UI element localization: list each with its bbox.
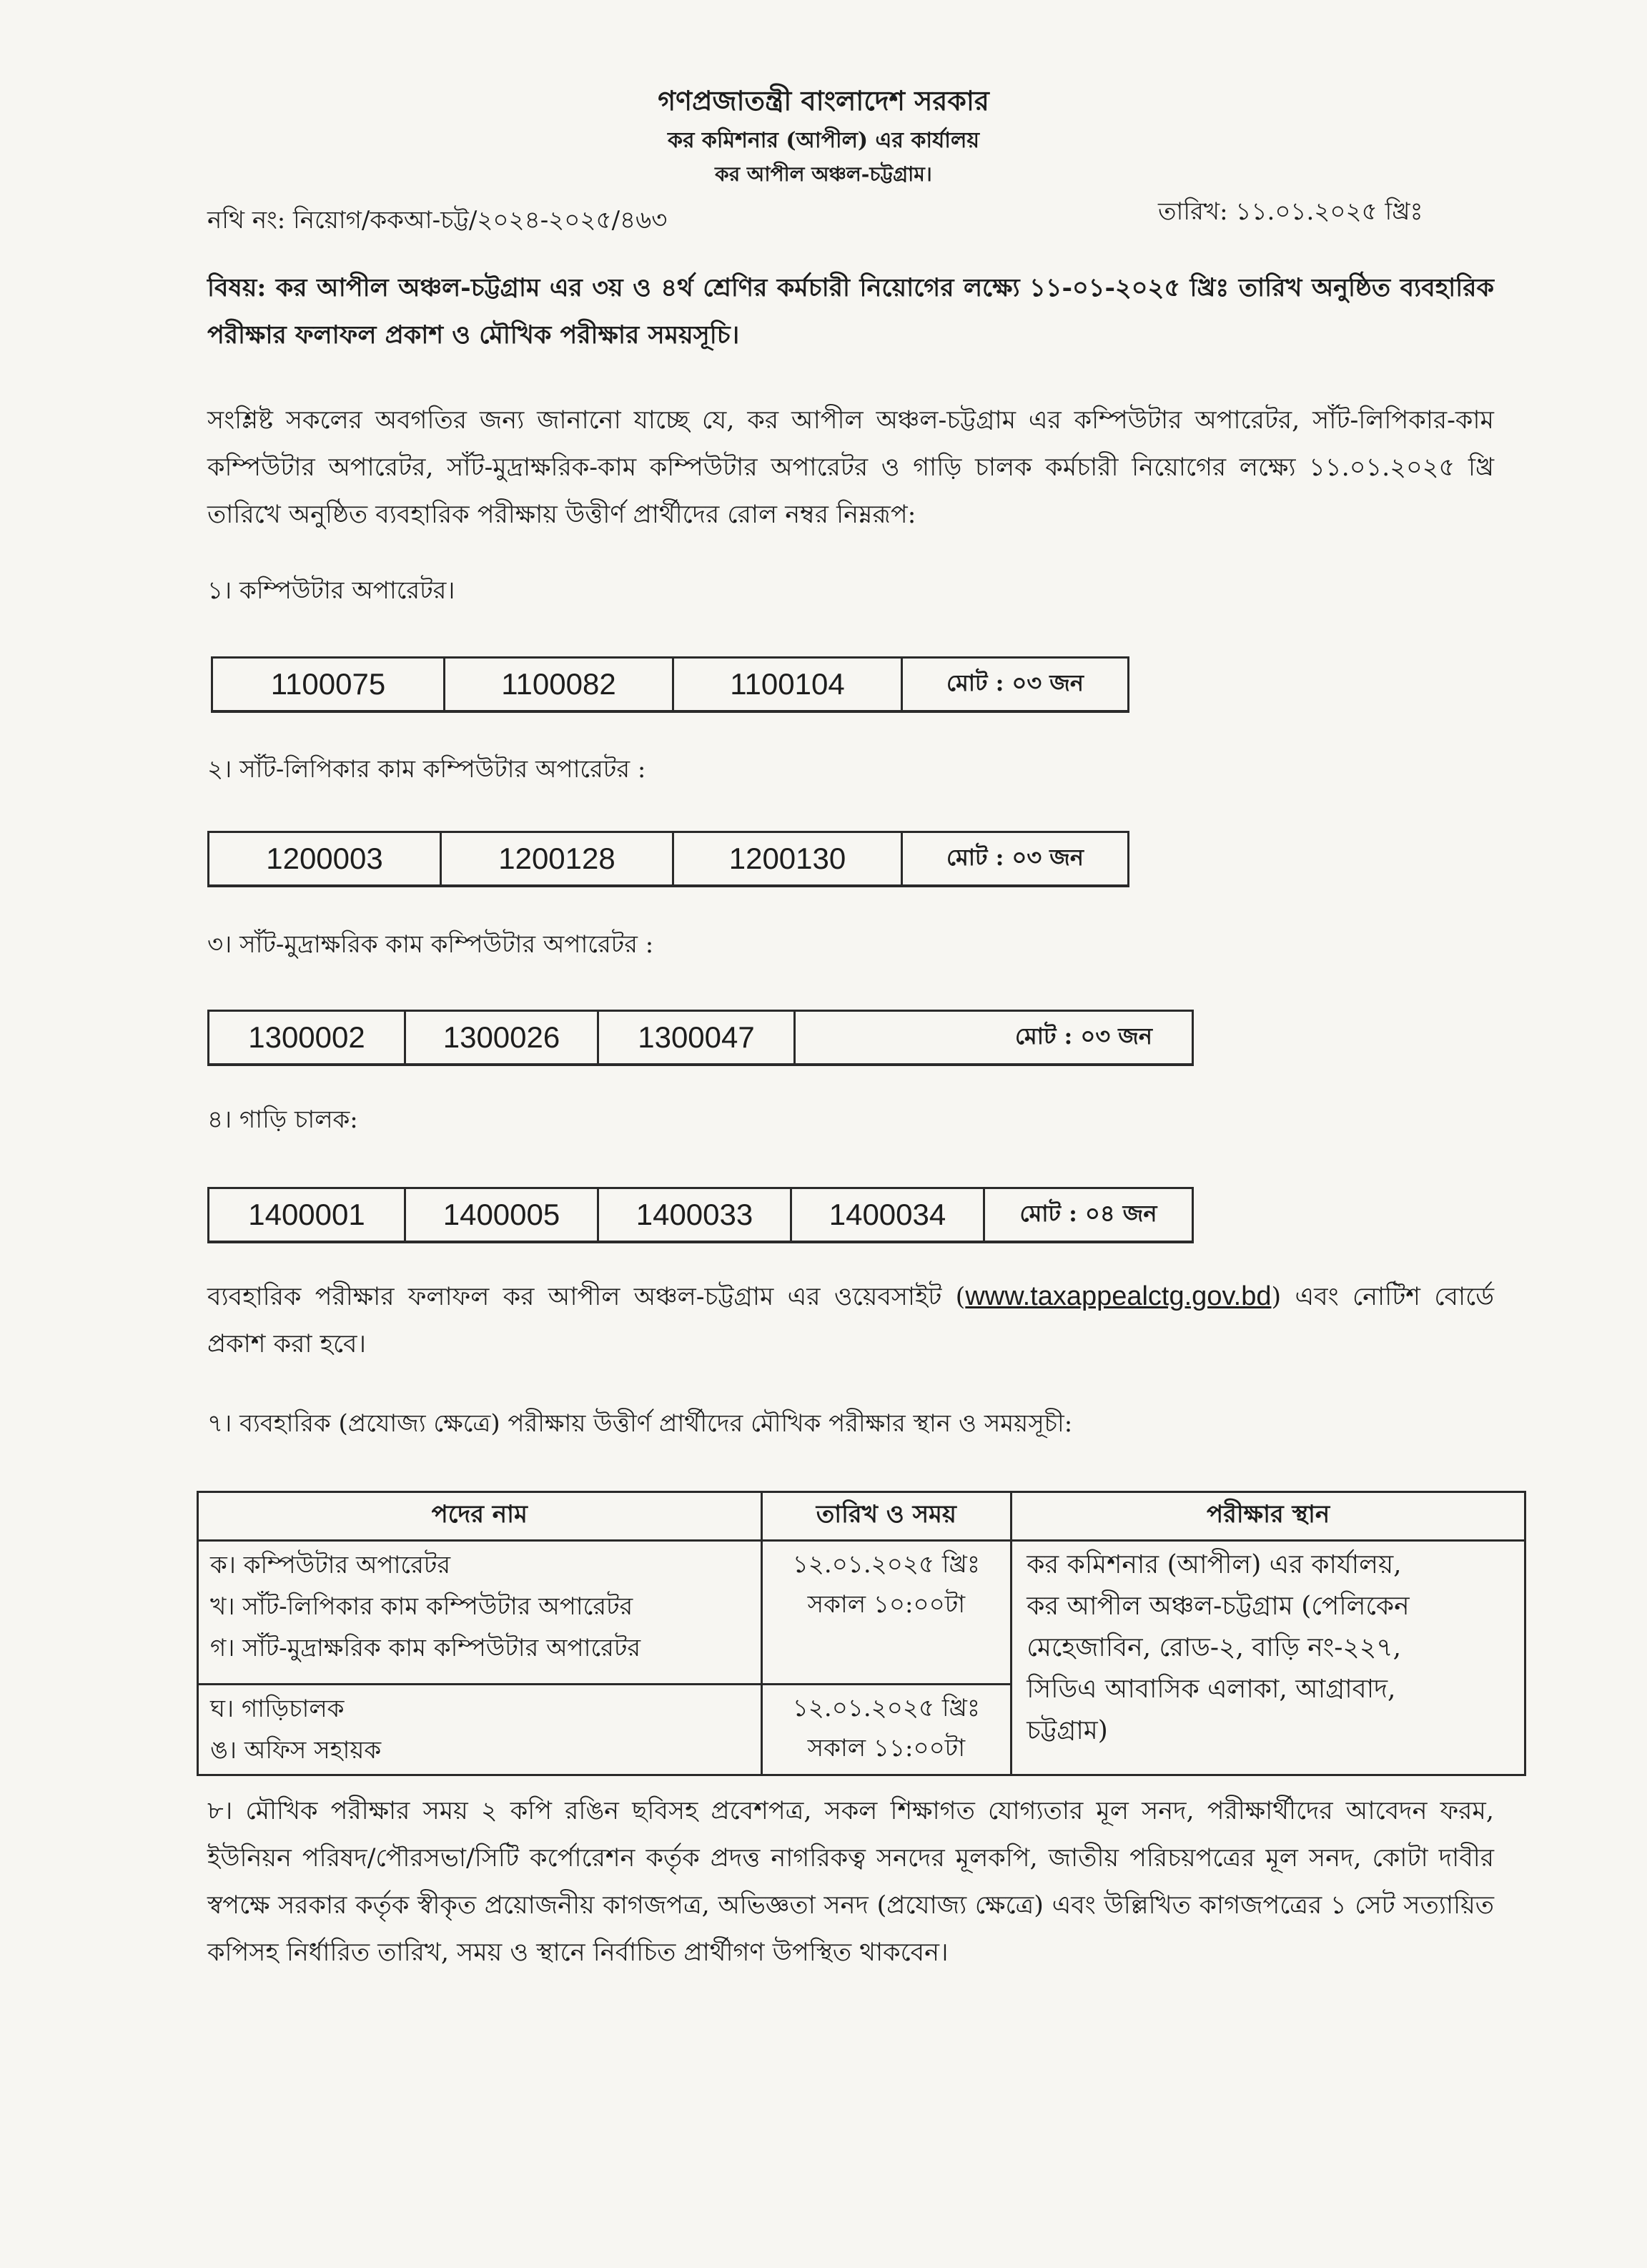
roll-number: 1100082 <box>443 659 672 710</box>
exam-date: ১২.০১.২০২৫ খ্রিঃ <box>792 1550 981 1579</box>
roll-table-computer-operator <box>211 656 1129 713</box>
venue-line: কর আপীল অঞ্চল-চট্টগ্রাম (পেলিকেন <box>1027 1592 1410 1621</box>
column-header-venue: পরীক্ষার স্থান <box>1012 1492 1525 1541</box>
roll-number: 1300002 <box>207 1012 404 1063</box>
venue-line: মেহেজাবিন, রোড-২, বাড়ি নং-২২৭, <box>1027 1633 1402 1662</box>
section-title-steno-typist: ২। সাঁট-লিপিকার কাম কম্পিউটার অপারেটর : <box>207 755 646 784</box>
exam-time: সকাল ১১:০০টা <box>807 1734 966 1762</box>
roll-number: 1400034 <box>790 1189 983 1241</box>
exam-date: ১২.০১.২০২৫ খ্রিঃ <box>792 1694 981 1722</box>
table-header-row <box>198 1492 1525 1541</box>
table-row <box>198 1541 1525 1685</box>
notice-text-after: ) এবং নোটিশ বোর্ডে প্রকাশ করা হবে। <box>207 1283 1494 1359</box>
roll-number: 1400033 <box>597 1189 790 1241</box>
datetime-cell <box>761 1541 1012 1685</box>
viva-schedule-table <box>197 1491 1526 1776</box>
column-header-post: পদের নাম <box>198 1492 762 1541</box>
roll-number: 1300047 <box>597 1012 793 1063</box>
total-count: মোট : ০৩ জন <box>901 659 1129 710</box>
schedule-title: ৭। ব্যবহারিক (প্রযোজ্য ক্ষেত্রে) পরীক্ষায় উত্তীর্ণ প্রার্থীদের মৌখিক পরীক্ষার স্থান ও সময়সূচী: <box>207 1409 1073 1438</box>
posts-cell <box>198 1541 762 1685</box>
govt-header: গণপ্রজাতন্ত্রী বাংলাদেশ সরকার <box>658 84 989 117</box>
roll-number: 1200130 <box>672 833 901 884</box>
post-name: গ। সাঁট-মুদ্রাক্ষরিক কাম কম্পিউটার অপারেটর <box>210 1634 641 1662</box>
notice-text-before: ব্যবহারিক পরীক্ষার ফলাফল কর আপীল অঞ্চল-চট্টগ্রাম এর ওয়েবসাইট ( <box>207 1283 966 1311</box>
zone-name: কর আপীল অঞ্চল-চট্টগ্রাম। <box>715 162 932 186</box>
section-title-computer-operator: ১। কম্পিউটার অপারেটর। <box>207 576 455 605</box>
total-count: মোট : ০৩ জন <box>901 833 1129 884</box>
intro-paragraph: সংশ্লিষ্ট সকলের অবগতির জন্য জানানো যাচ্ছে যে, কর আপীল অঞ্চল-চট্টগ্রাম এর কম্পিউটার অপারেটর, সাঁট-লিপিকার-কাম কম্পিউটার অপারেটর, সাঁট-মুদ্রাক্ষরিক-কাম কম্পিউটার অপারেটর ও গাড়ি চালক কর্মচারী নিয়োগের লক্ষ্যে ১১.০১.২০২৫ খ্রি তারিখে অনুষ্ঠিত ব্যবহারিক পরীক্ষায় উত্তীর্ণ প্রার্থীদের রোল নম্বর নিম্নরূপ: <box>207 406 1494 529</box>
website-link[interactable]: www.taxappealctg.gov.bd <box>965 1281 1272 1311</box>
section-title-driver: ৪। গাড়ি চালক: <box>207 1105 358 1134</box>
venue-cell <box>1012 1541 1525 1775</box>
roll-number: 1200003 <box>207 833 440 884</box>
roll-number: 1400001 <box>207 1189 404 1241</box>
column-header-datetime: তারিখ ও সময় <box>761 1492 1012 1541</box>
roll-number: 1100104 <box>672 659 901 710</box>
subject-line: বিষয়: কর আপীল অঞ্চল-চট্টগ্রাম এর ৩য় ও ৪র্থ শ্রেণির কর্মচারী নিয়োগের লক্ষ্যে ১১-০১-২০২৫ খ্রিঃ তারিখ অনুষ্ঠিত ব্যবহারিক পরীক্ষার ফলাফল প্রকাশ ও মৌখিক পরীক্ষার সময়সূচি। <box>207 273 1494 350</box>
roll-table-steno-typewriter <box>207 1010 1194 1066</box>
venue-line: সিডিএ আবাসিক এলাকা, আগ্রাবাদ, <box>1027 1675 1396 1704</box>
total-count: মোট : ০৩ জন <box>793 1012 1194 1063</box>
instructions-paragraph: ৮। মৌখিক পরীক্ষার সময় ২ কপি রঙিন ছবিসহ প্রবেশপত্র, সকল শিক্ষাগত যোগ্যতার মূল সনদ, পরীক্ষার্থীদের আবেদন ফরম, ইউনিয়ন পরিষদ/পৌরসভা/সিটি কর্পোরেশন কর্তৃক প্রদত্ত নাগরিকত্ব সনদের মূলকপি, জাতীয় পরিচয়পত্রের মূল সনদ, কোটা দাবীর স্বপক্ষে সরকার কর্তৃক স্বীকৃত প্রয়োজনীয় কাগজপত্র, অভিজ্ঞতা সনদ (প্রযোজ্য ক্ষেত্রে) এবং উল্লিখিত কাগজপত্রের ১ সেট সত্যায়িত কপিসহ নির্ধারিত তারিখ, সময় ও স্থানে নির্বাচিত প্রার্থীগণ উপস্থিত থাকবেন। <box>207 1797 1494 1967</box>
result-notice <box>207 1273 1494 1368</box>
venue-line: চট্টগ্রাম) <box>1027 1716 1108 1745</box>
roll-table-driver <box>207 1187 1194 1243</box>
roll-table-steno-typist <box>207 831 1129 887</box>
roll-number: 1300026 <box>404 1012 597 1063</box>
total-count: মোট : ০৪ জন <box>983 1189 1194 1241</box>
datetime-cell <box>761 1685 1012 1775</box>
venue-line: কর কমিশনার (আপীল) এর কার্যালয়, <box>1027 1550 1402 1579</box>
roll-number: 1100075 <box>211 659 443 710</box>
post-name: ঘ। গাড়িচালক <box>210 1695 345 1723</box>
memo-date: তারিখ: ১১.০১.২০২৫ খ্রিঃ <box>1158 197 1423 226</box>
post-name: ক। কম্পিউটার অপারেটর <box>210 1551 451 1579</box>
exam-time: সকাল ১০:০০টা <box>807 1590 966 1619</box>
memo-number: নথি নং: নিয়োগ/ককআ-চট্ট/২০২৪-২০২৫/৪৬৩ <box>207 206 668 235</box>
roll-number: 1200128 <box>440 833 672 884</box>
section-title-steno-typewriter: ৩। সাঁট-মুদ্রাক্ষরিক কাম কম্পিউটার অপারেটর : <box>207 930 654 959</box>
post-name: ঙ। অফিস সহায়ক <box>210 1736 382 1765</box>
roll-number: 1400005 <box>404 1189 597 1241</box>
office-name: কর কমিশনার (আপীল) এর কার্যালয় <box>667 128 980 153</box>
post-name: খ। সাঁট-লিপিকার কাম কম্পিউটার অপারেটর <box>210 1592 633 1621</box>
posts-cell <box>198 1685 762 1775</box>
